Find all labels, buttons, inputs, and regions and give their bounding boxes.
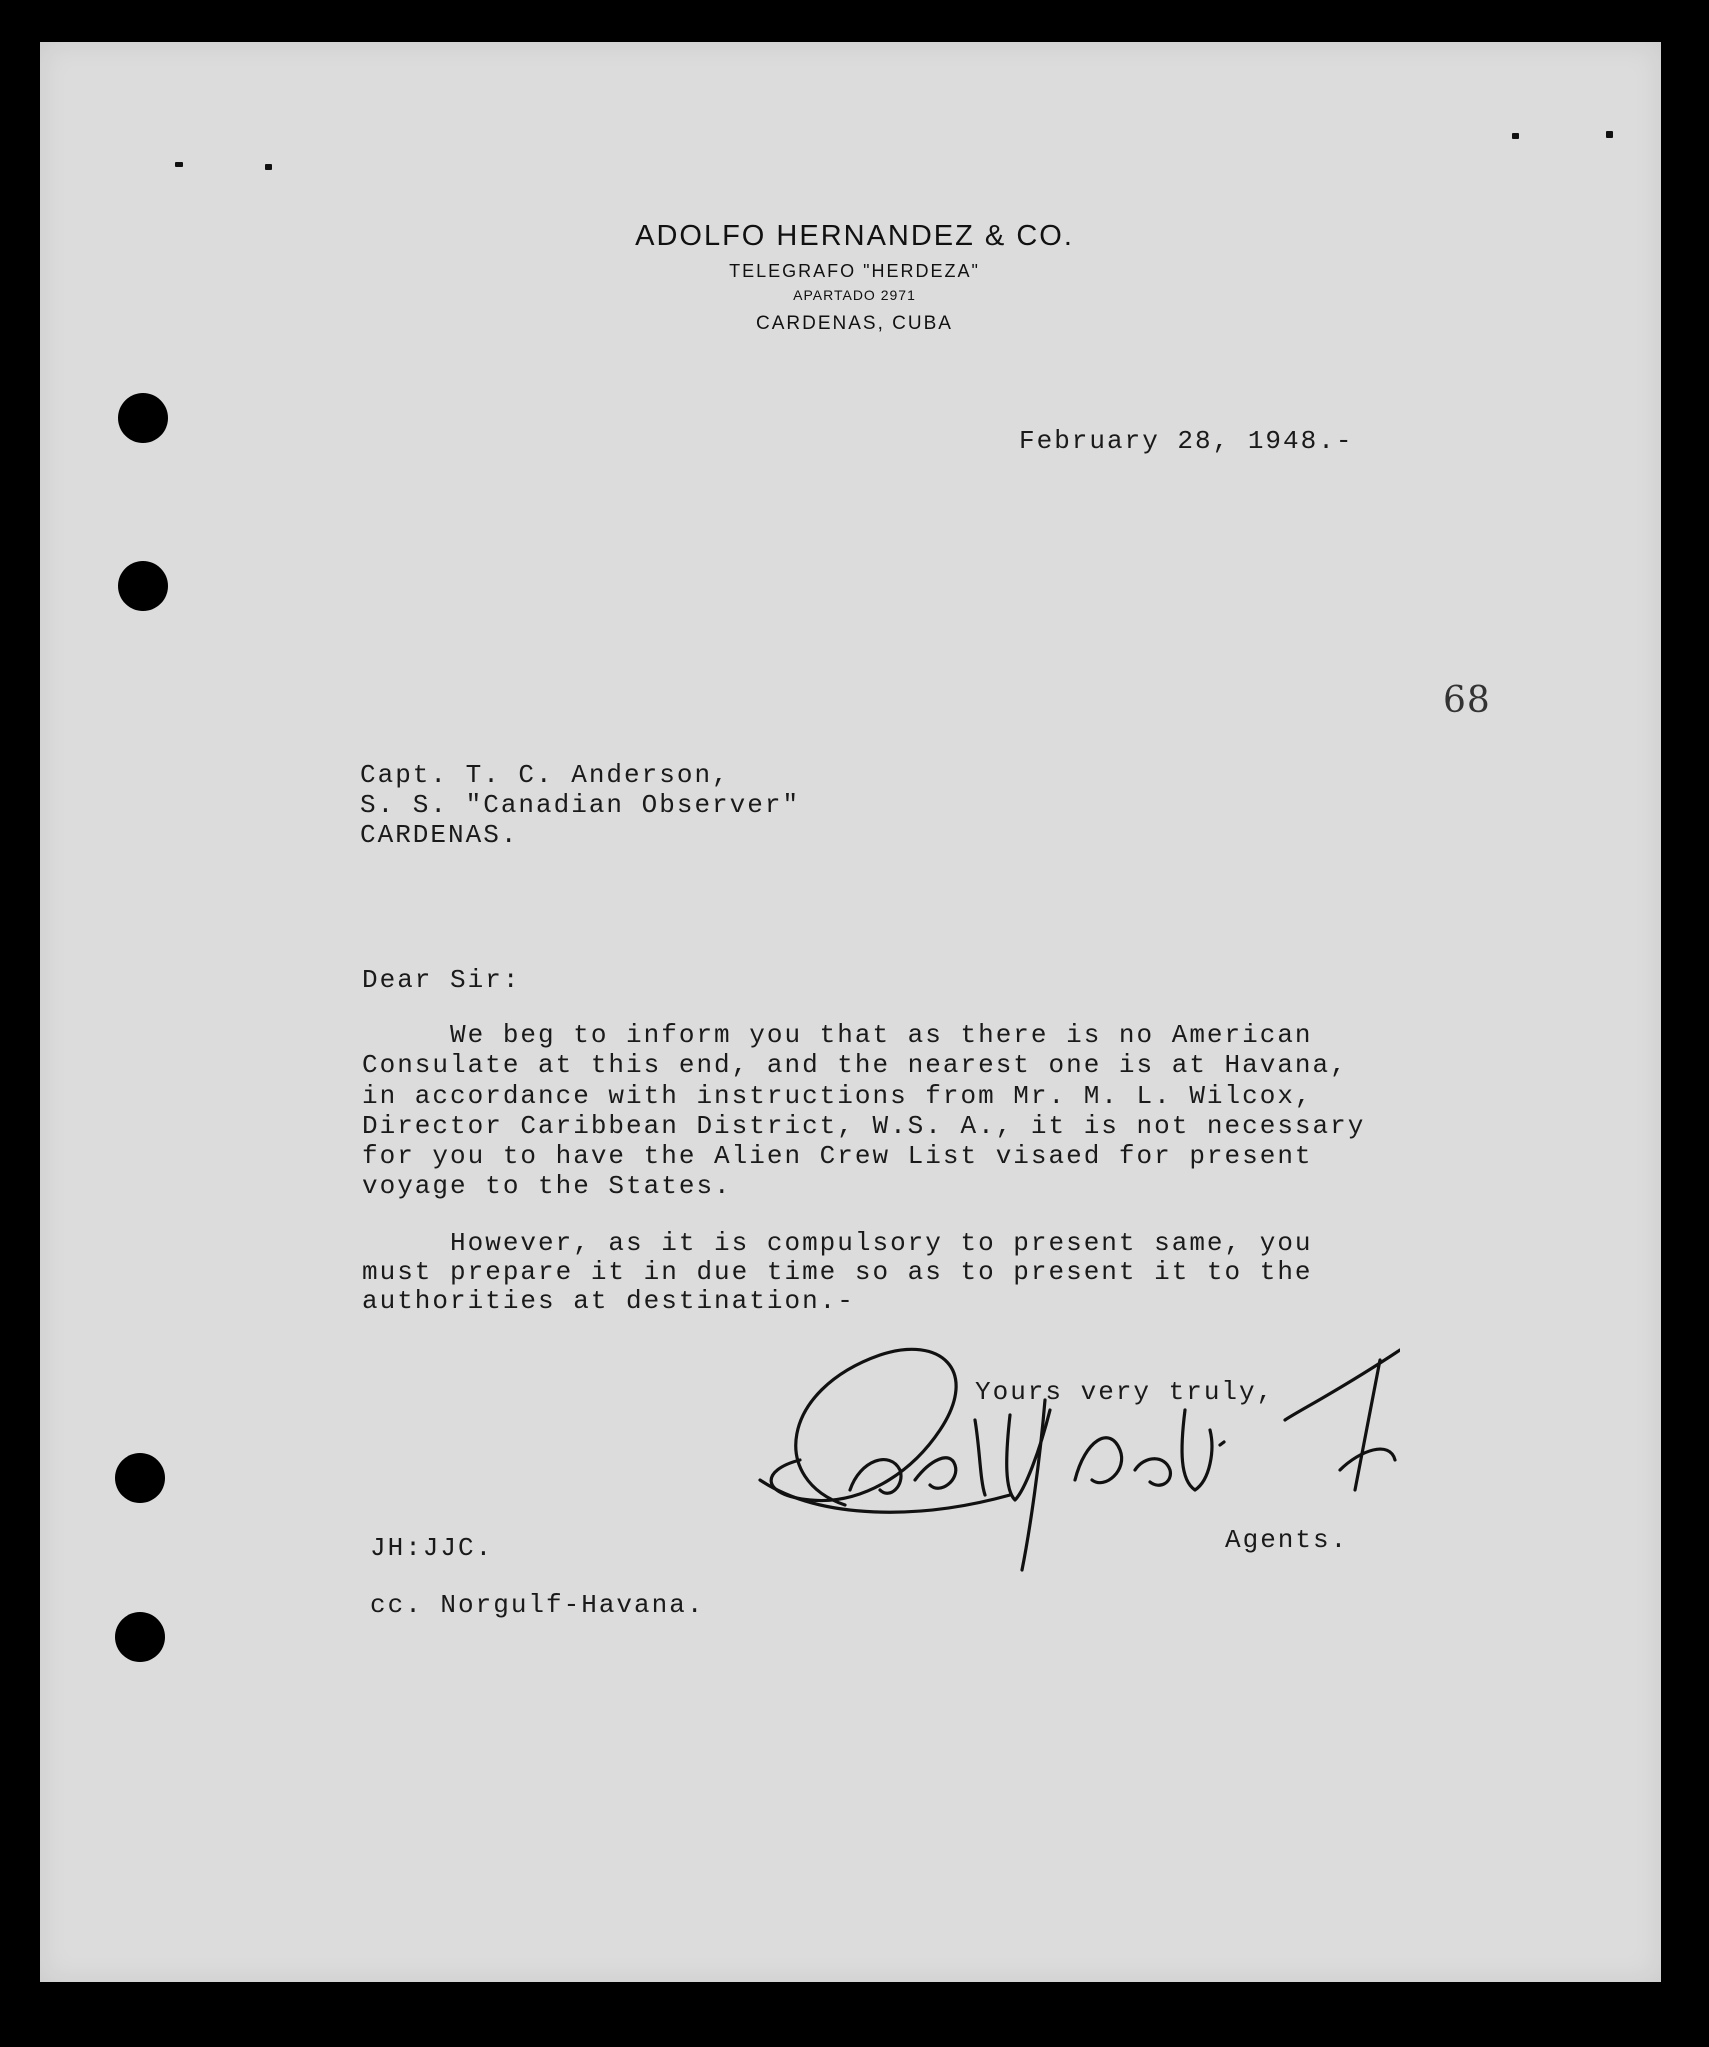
signer-title: Agents. <box>1225 1525 1349 1555</box>
ink-speck <box>1606 131 1613 138</box>
body-line: must prepare it in due time so as to present it to the <box>362 1257 1313 1287</box>
body-line: in accordance with instructions from Mr. M. L. Wilcox, <box>362 1081 1313 1111</box>
body-line: voyage to the States. <box>362 1171 732 1201</box>
ink-speck <box>265 164 272 170</box>
reference-initials: JH:JJC. <box>370 1533 494 1563</box>
letter-date: February 28, 1948.- <box>1019 426 1354 456</box>
body-line: However, as it is compulsory to present same, you <box>362 1228 1313 1258</box>
letterhead-telegraph: TELEGRAFO "HERDEZA" <box>729 261 980 281</box>
letterhead-city: CARDENAS, CUBA <box>756 313 953 334</box>
body-line: authorities at destination.- <box>362 1286 855 1316</box>
recipient-vessel: S. S. "Canadian Observer" <box>360 790 801 820</box>
salutation: Dear Sir: <box>362 965 521 995</box>
punch-hole <box>118 393 168 443</box>
ink-speck <box>1512 133 1519 139</box>
letterhead-apartado: APARTADO 2971 <box>793 287 916 303</box>
ink-speck <box>175 162 183 167</box>
body-line: for you to have the Alien Crew List visaed for present <box>362 1141 1313 1171</box>
closing: Yours very truly, <box>975 1377 1275 1407</box>
body-line: Director Caribbean District, W.S. A., it is not necessary <box>362 1111 1366 1141</box>
punch-hole <box>115 1453 165 1503</box>
carbon-copy-line: cc. Norgulf-Havana. <box>370 1590 705 1620</box>
punch-hole <box>118 561 168 611</box>
punch-hole <box>115 1612 165 1662</box>
recipient-city: CARDENAS. <box>360 820 519 850</box>
letterhead-company: ADOLFO HERNANDEZ & CO. <box>635 220 1074 252</box>
body-line: Consulate at this end, and the nearest one is at Havana, <box>362 1050 1348 1080</box>
page-number: 68 <box>1443 680 1491 721</box>
recipient-name: Capt. T. C. Anderson, <box>360 760 730 790</box>
body-line: We beg to inform you that as there is no American <box>362 1020 1313 1050</box>
